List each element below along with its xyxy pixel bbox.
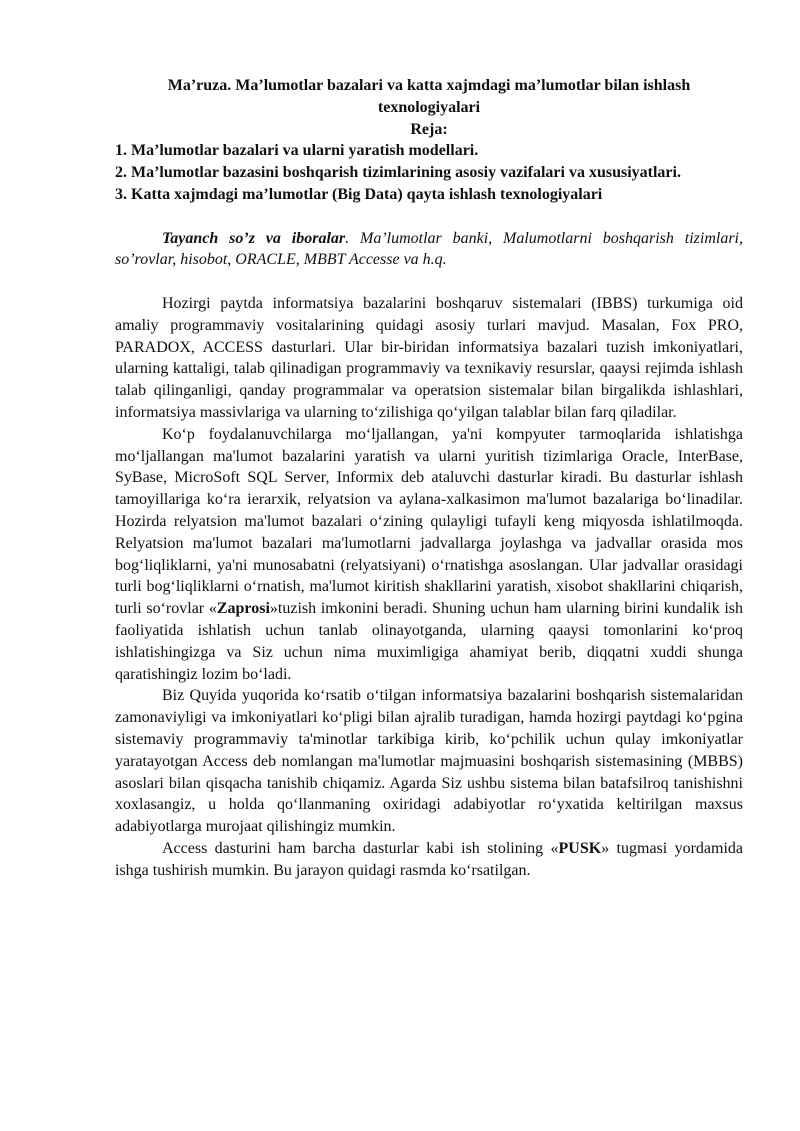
title-line-1: Ma’ruza. Ma’lumotlar bazalari va katta xajmdagi ma’lumotlar bilan ishlash — [167, 77, 691, 94]
spacer — [115, 206, 743, 228]
keywords-text: . Ma’lumotlar banki, Malumotlarni boshqarish tizimlari, so’rovlar, hisobot, ORACLE, MBBT Accesse va h.q. — [115, 229, 744, 269]
plan-item-3: 3. Katta xajmdagi ma’lumotlar (Big Data) qayta ishlash texnologiyalari — [115, 185, 603, 203]
paragraph-3: Biz Quyida yuqorida ko‘rsatib o‘tilgan informatsiya bazalarini boshqarish sistemalaridan zamonaviyligi va imkoniyatlari ko‘pligi bilan ajralib turadigan, hamda hozirgi paytdagi ko‘pgina sistemaviy programmaviy ta'minotlar tarkibiga kirib, ko‘pchilik uchun qulay imkoniyatlar yaratayotgan Access deb nomlangan ma'lumotlar majmuasini boshqarish sistemasining (MBBS) asoslari bilan qisqacha tanishib chiqamiz. Agarda Siz ushbu sistema bilan batafsilroq tanishishni xoxlasangiz, u holda qo‘llanmaning oxiridagi adabiyotlar ro‘yxatida keltirilgan maxsus adabiyotlarga murojaat qilishingiz mumkin. — [115, 687, 743, 836]
paragraph-4-text-b: » tugmasi yordamida ishga tushirish mumkin. Bu jarayon quidagi rasmda ko‘rsatilgan. — [115, 839, 743, 879]
paragraph-4 — [115, 838, 743, 882]
keywords-label: Tayanch so’z va iboralar — [162, 229, 346, 247]
document-page — [115, 75, 743, 881]
paragraph-2-bold: Zaprosi — [216, 600, 270, 618]
title-line-2: texnologiyalari — [377, 98, 481, 116]
paragraph-2-text-a: Ko‘p foydalanuvchilarga mo‘ljallangan, ya'ni kompyuter tarmoqlarida ishlatishga mo‘ljallangan ma'lumot bazalarini yaratish va ularni yuritish tizimlariga Oracle, InterBase, SyBase, MicroSoft SQL Server, Informix deb ataluvchi dasturlar kiradi. Bu dasturlar ishlash tamoyillariga ko‘ra ierarxik, relyatsion va aylana-xalkasimon ma'lumot bazalariga bo‘linadilar. Hozirda relyatsion ma'lumot bazalari o‘zining qulayligi tufayli keng miqyosda ishlatilmoqda. Relyatsion ma'lumot bazalari ma'lumotlarni jadvallarga joylashga va jadvallar orasida mos bog‘liqliklarni, ya'ni munosabatni (relyatsiyani) o‘rnatishga asoslangan. Ular jadvallar orasidagi turli bog‘liqliklarni o‘rnatish, ma'lumot kiritish shakllarini yaratish, xisobot shakllarini chiqarish, turli so‘rovlar « — [115, 425, 743, 618]
keywords-paragraph — [115, 228, 743, 272]
paragraph-4-bold: PUSK — [558, 839, 602, 857]
plan-item-1: 1. Ma’lumotlar bazalari va ularni yaratish modellari. — [115, 142, 479, 160]
plan-heading: Reja: — [410, 120, 448, 138]
plan-item-2: 2. Ma’lumotlar bazasini boshqarish tizimlarining asosiy vazifalari va xususiyatlari. — [115, 164, 681, 182]
paragraph-2-text-b: »tuzish imkonini beradi. Shuning uchun ham ularning birini kundalik ish faoliyatida ishlatish uchun tanlab olinayotganda, ularning qaaysi tomonlarini ko‘proq ishlatishingizga va Siz uchun nima muximligiga ahamiyat berib, diqqatni xuddi shunga qaratishingiz lozim bo‘ladi. — [115, 600, 743, 683]
plan-list — [115, 140, 743, 205]
paragraph-2 — [115, 424, 743, 686]
paragraph-4-text-a: Access dasturini ham barcha dasturlar kabi ish stolining « — [162, 839, 559, 857]
paragraph-1: Hozirgi paytda informatsiya bazalarini boshqaruv sistemalari (IBBS) turkumiga oid amaliy programmaviy vositalarining quidagi asosiy turlari mavjud. Masalan, Fox PRO, PARADOX, ACCESS dasturlari. Ular bir-biridan informatsiya bazalari tuzish imkoniyatlari, ularning kattaligi, talab qilinadigan programmaviy va texnikaviy resurslar, qaaysi rejimda ishlash talab qilinganligi, qanday programmalar va operatsion sistemalar bilan birgalikda ishlashlari, informatsiya massivlariga va ularning to‘zilishiga qo‘yilgan talablar bilan farq qiladilar. — [115, 294, 743, 421]
page-title — [115, 75, 743, 119]
spacer — [115, 271, 743, 293]
